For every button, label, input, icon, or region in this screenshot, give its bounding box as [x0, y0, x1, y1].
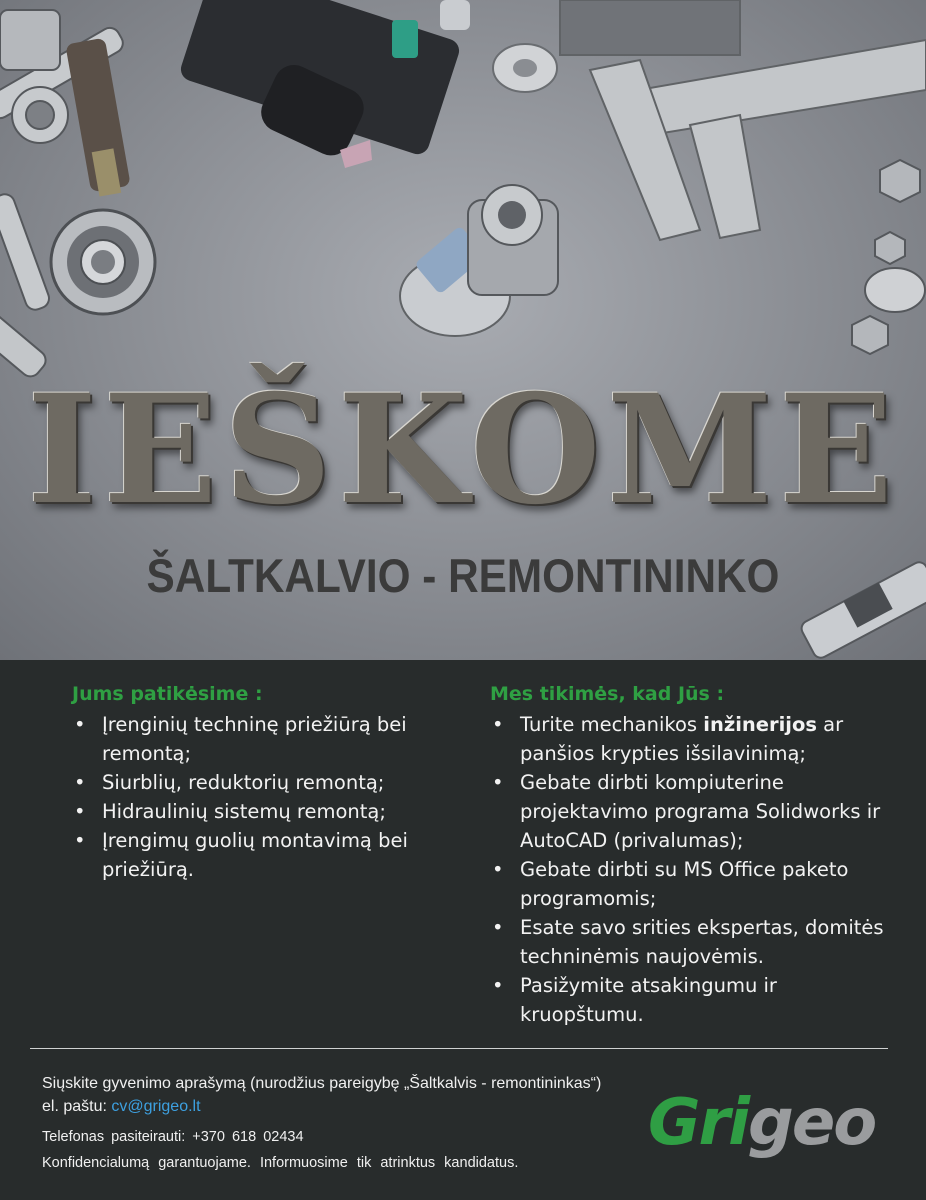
info-panel [0, 660, 926, 1200]
email-link[interactable]: cv@grigeo.lt [111, 1098, 201, 1115]
grigeo-logo [648, 1088, 878, 1158]
list-item: • Hidraulinių sistemų remontą; [72, 797, 432, 826]
job-title: ŠALTKALVIO - REMONTININKO [146, 549, 780, 602]
phone-line: Telefonas pasiteirauti: +370 618 02434 [42, 1129, 304, 1145]
responsibilities-list [72, 710, 432, 884]
application-instructions [42, 1072, 602, 1118]
application-text: Siųskite gyvenimo aprašymą (nurodžius pareigybę „Šaltkalvis - remontininkas“) el. paštu: [42, 1075, 602, 1115]
list-item: • Gebate dirbti su MS Office paketo programomis; [490, 855, 885, 913]
requirements-list [490, 710, 885, 1029]
list-item: • Siurblių, reduktorių remontą; [72, 768, 432, 797]
list-item [490, 710, 885, 768]
logo-wordmark [648, 1088, 875, 1158]
contact-section [42, 1072, 602, 1171]
list-item: • Įrengimų guolių montavimą bei priežiūrą. [72, 826, 432, 884]
list-item: • Įrenginių techninę priežiūrą bei remontą; [72, 710, 432, 768]
list-item-bold-text: inžinerijos [703, 713, 817, 736]
hero-title: IEŠKOME [26, 362, 900, 538]
logo-part-gray: geo [748, 1086, 876, 1160]
list-item: • Pasižymite atsakingumu ir kruopštumu. [490, 971, 885, 1029]
requirements-section [490, 680, 885, 1029]
responsibilities-section [72, 680, 432, 884]
requirements-heading: Mes tikimės, kad Jūs : [490, 683, 725, 705]
list-item-text: ar panšios krypties išsilavinimą; [520, 713, 844, 765]
divider [30, 1048, 888, 1049]
list-item: • Gebate dirbti kompiuterine projektavimo programa Solidworks ir AutoCAD (privalumas); [490, 768, 885, 855]
list-item: • Esate savo srities ekspertas, domitės techninėmis naujovėmis. [490, 913, 885, 971]
responsibilities-heading: Jums patikėsime : [72, 683, 263, 705]
logo-part-green: Gri [648, 1086, 749, 1160]
confidentiality-note: Konfidencialumą garantuojame. Informuosime tik atrinktus kandidatus. [42, 1155, 519, 1171]
list-item-text: Turite mechanikos [520, 713, 704, 736]
